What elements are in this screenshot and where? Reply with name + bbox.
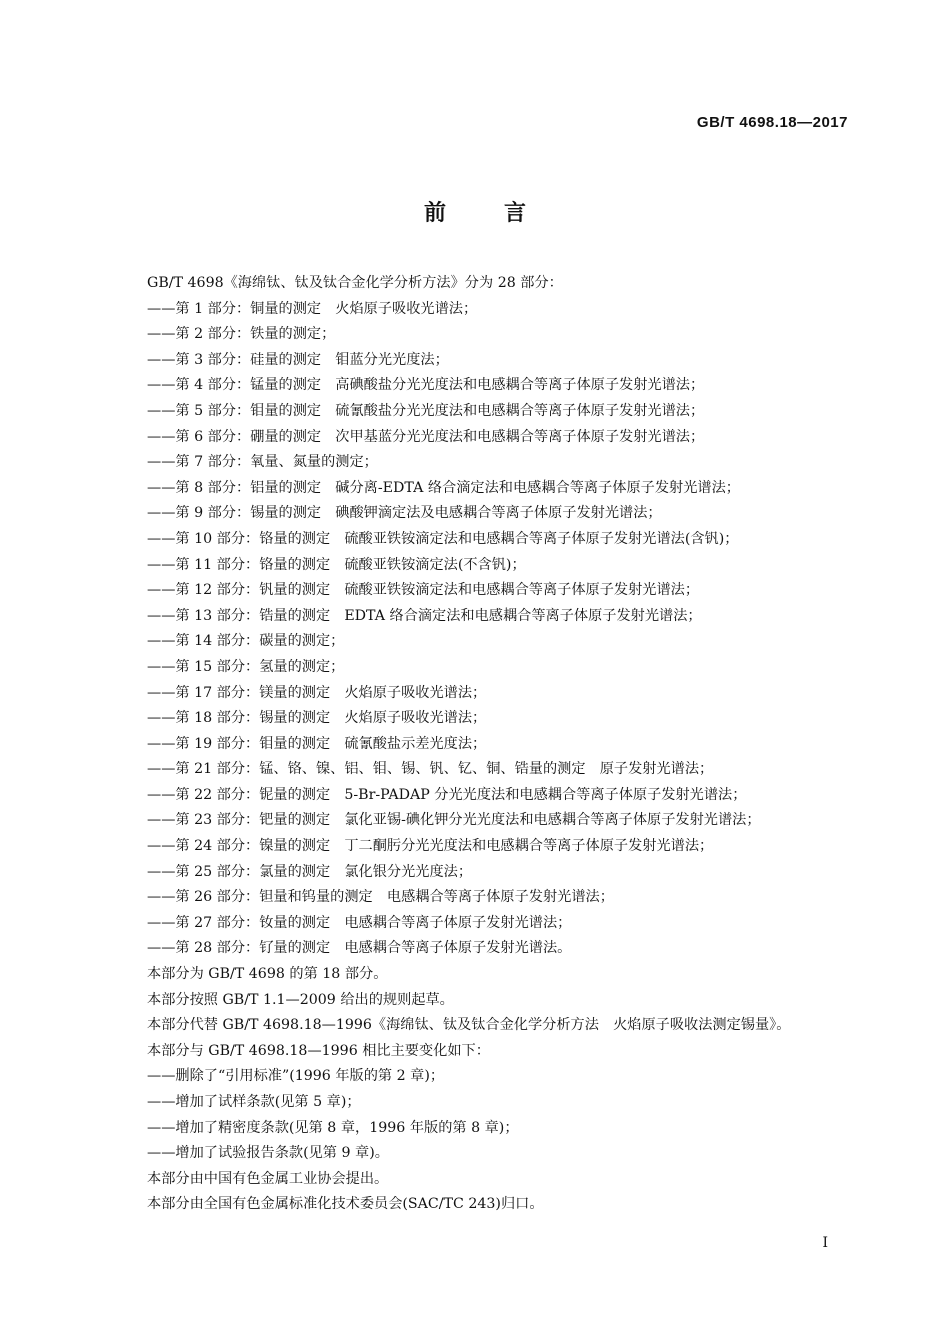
list-item: ——第 23 部分：钯量的测定 氯化亚锡-碘化钾分光光度法和电感耦合等离子体原子发射光谱法； (147, 812, 761, 829)
list-item: ——增加了精密度条款(见第 8 章，1996 年版的第 8 章)； (147, 1119, 519, 1136)
parts-list (114, 297, 856, 962)
list-item: ——第 13 部分：锆量的测定 EDTA 络合滴定法和电感耦合等离子体原子发射光谱法； (147, 607, 702, 624)
list-item: ——第 21 部分：锰、铬、镍、铝、钼、锡、钒、钇、铜、锆量的测定 原子发射光谱法； (147, 761, 714, 778)
statement-rules: 本部分按照 GB/T 1.1—2009 给出的规则起草。 (147, 991, 454, 1008)
list-item: ——第 17 部分：镁量的测定 火焰原子吸收光谱法； (147, 684, 487, 701)
list-item: ——第 18 部分：锡量的测定 火焰原子吸收光谱法； (147, 710, 487, 727)
changes-list (114, 1064, 856, 1166)
list-item: ——第 22 部分：铌量的测定 5-Br-PADAP 分光光度法和电感耦合等离子体原子发射光谱法； (147, 786, 747, 803)
list-item: ——第 28 部分：钌量的测定 电感耦合等离子体原子发射光谱法。 (147, 940, 572, 957)
page-number: I (822, 1235, 828, 1251)
statement-part: 本部分为 GB/T 4698 的第 18 部分。 (147, 966, 388, 983)
intro-paragraph: GB/T 4698《海绵钛、钛及钛合金化学分析方法》分为 28 部分： (147, 275, 563, 291)
list-item: ——第 14 部分：碳量的测定； (147, 633, 345, 650)
list-item: ——增加了试验报告条款(见第 9 章)。 (147, 1145, 389, 1162)
list-item: ——第 19 部分：钼量的测定 硫氰酸盐示差光度法； (147, 735, 487, 752)
list-item: ——第 8 部分：铝量的测定 碱分离-EDTA 络合滴定法和电感耦合等离子体原子发射光谱法； (147, 479, 740, 496)
list-item: ——第 6 部分：硼量的测定 次甲基蓝分光光度法和电感耦合等离子体原子发射光谱法； (147, 428, 705, 445)
list-item: ——第 24 部分：镍量的测定 丁二酮肟分光光度法和电感耦合等离子体原子发射光谱法； (147, 838, 714, 855)
list-item: ——第 1 部分：铜量的测定 火焰原子吸收光谱法； (147, 300, 478, 317)
list-item: ——第 10 部分：铬量的测定 硫酸亚铁铵滴定法和电感耦合等离子体原子发射光谱法(含钒)； (147, 530, 739, 547)
list-item: ——第 11 部分：铬量的测定 硫酸亚铁铵滴定法(不含钒)； (147, 556, 526, 573)
list-item: ——增加了试样条款(见第 5 章)； (147, 1094, 361, 1110)
list-item: ——第 27 部分：钕量的测定 电感耦合等离子体原子发射光谱法； (147, 914, 572, 931)
list-item: ——第 4 部分：锰量的测定 高碘酸盐分光光度法和电感耦合等离子体原子发射光谱法； (147, 377, 705, 394)
list-item: ——第 12 部分：钒量的测定 硫酸亚铁铵滴定法和电感耦合等离子体原子发射光谱法； (147, 582, 700, 599)
proposed-by: 本部分由中国有色金属工业协会提出。 (147, 1170, 389, 1187)
list-item: ——第 5 部分：钼量的测定 硫氰酸盐分光光度法和电感耦合等离子体原子发射光谱法； (147, 402, 705, 419)
list-item: ——第 7 部分：氧量、氮量的测定； (147, 454, 378, 471)
changes-intro: 本部分与 GB/T 4698.18—1996 相比主要变化如下： (147, 1042, 490, 1059)
list-item: ——第 2 部分：铁量的测定； (147, 326, 336, 343)
list-item: ——第 25 部分：氯量的测定 氯化银分光光度法； (147, 863, 473, 880)
foreword-body (114, 271, 856, 1218)
standard-number: GB/T 4698.18—2017 (696, 114, 848, 131)
page-title: 前言 (423, 201, 584, 226)
list-item: ——第 26 部分：钽量和钨量的测定 电感耦合等离子体原子发射光谱法； (147, 889, 614, 906)
list-item: ——第 3 部分：硅量的测定 钼蓝分光光度法； (147, 351, 449, 368)
list-item: ——第 9 部分：锡量的测定 碘酸钾滴定法及电感耦合等离子体原子发射光谱法； (147, 505, 662, 522)
managed-by: 本部分由全国有色金属标准化技术委员会(SAC/TC 243)归口。 (147, 1196, 544, 1213)
list-item: ——第 15 部分：氢量的测定； (147, 658, 345, 675)
statement-replaces: 本部分代替 GB/T 4698.18—1996《海绵钛、钛及钛合金化学分析方法 火焰原子吸收法测定锡量》。 (147, 1017, 791, 1034)
list-item: ——删除了“引用标准”(1996 年版的第 2 章)； (147, 1068, 445, 1085)
